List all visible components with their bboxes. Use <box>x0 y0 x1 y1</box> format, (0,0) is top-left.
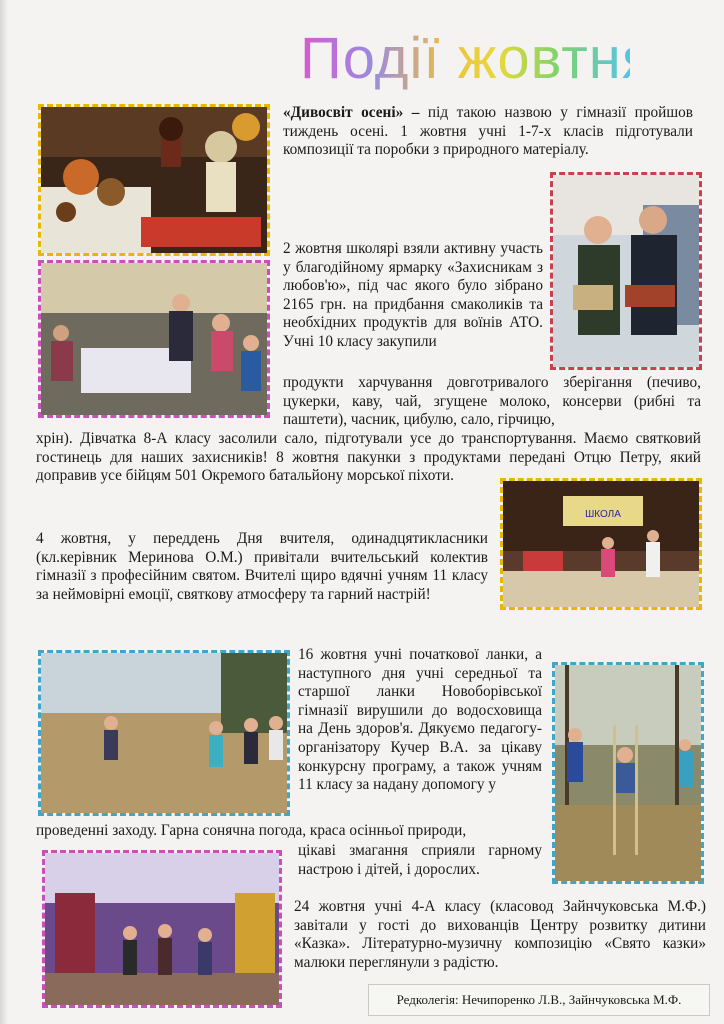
article-autumn-wonders <box>283 104 693 160</box>
page-title: Події жовтня <box>300 24 630 94</box>
photo-health-day-games <box>38 650 290 816</box>
article-health-day-text-1: 16 жовтня учні початкової ланки, а наступного дня учні середньої та старшої ланки Новоборівської гімназії вирушили до водосховища на День здоров'я. Дякуємо педагогу-організатору Кучер В.А. за цікаву конкурсну програму, а також учням 11 класу за надану допомогу у <box>298 646 542 794</box>
article-teachers-day-text: 4 жовтня, у переддень Дня вчителя, одинадцятикласники (кл.керівник Меринова О.М.) привітали вчительський колектив гімназії з професійним святом. Вчителі щиро вдячні учням 11 класу за неймовірні емоції, святкову атмосферу та гарний настрій! <box>36 530 488 603</box>
article-charity-fair-text-3: хрін). Дівчатка 8-А класу засолили сало, підготували усе до транспортування. Маємо святковий гостинець для наших захисників! 8 жовтня пакунки з продуктами передані Отцю Петру, який доправив усе бійцям 501 Окремого батальйону морської піхоти. <box>36 430 701 485</box>
article-autumn-wonders-title: «Дивосвіт осені» – <box>283 104 420 121</box>
article-charity-fair-part2 <box>283 374 701 430</box>
article-charity-fair-part1 <box>283 240 543 352</box>
editorial-credits: Редколегія: Нечипоренко Л.В., Зайнчуковська М.Ф. <box>368 984 710 1016</box>
article-fairy-tale-visit <box>294 898 706 972</box>
photo-students-with-boxes <box>550 172 702 370</box>
article-charity-fair-text-1: 2 жовтня школярі взяли активну участь у благодійному ярмарку «Захисникам з любов'ю», під час якого було зібрано 2165 грн. на придбання смаколиків та необхідних продуктів для воїнів АТО. Учні 10 класу закупили <box>283 240 543 350</box>
article-teachers-day <box>36 530 488 604</box>
stage-banner-text: ШКОЛА <box>585 509 621 520</box>
photo-autumn-crafts <box>38 104 270 256</box>
article-autumn-wonders-body: під такою назвою у гімназії пройшов тиждень осені. 1 жовтня учні 1-7-х класів підготували композиції та поробки з природного матеріалу. <box>283 104 693 159</box>
photo-charity-fair <box>38 260 270 418</box>
article-charity-fair-text-2: продукти харчування довготривалого зберігання (печиво, цукерки, каву, чай, згущене молоко, консерви (рибні та паштети), часник, цибулю, сало, гірчицю, <box>283 374 701 429</box>
photo-teachers-day-stage <box>500 478 702 610</box>
article-health-day-part1 <box>298 646 542 795</box>
page-edge-shadow <box>0 0 8 1024</box>
article-health-day-part2 <box>36 822 544 841</box>
article-charity-fair-part3 <box>36 430 701 486</box>
article-health-day-text-2: проведенні заходу. Гарна сонячна погода, краса осінньої природи, <box>36 822 467 839</box>
article-health-day-text-3: цікаві змагання сприяли гарному настрою і дітей, і дорослих. <box>298 842 542 878</box>
article-health-day-part3 <box>298 842 542 879</box>
article-fairy-tale-visit-text: 24 жовтня учні 4-А класу (класовод Зайнчуковська М.Ф.) завітали у гості до вихованців Центру розвитку дитини «Казка». Літературно-музичну композицію «Свято казки» малюки переглянули з радістю. <box>294 898 706 971</box>
photo-fairy-tale-show <box>42 850 282 1008</box>
photo-forest-stilts <box>552 662 704 884</box>
